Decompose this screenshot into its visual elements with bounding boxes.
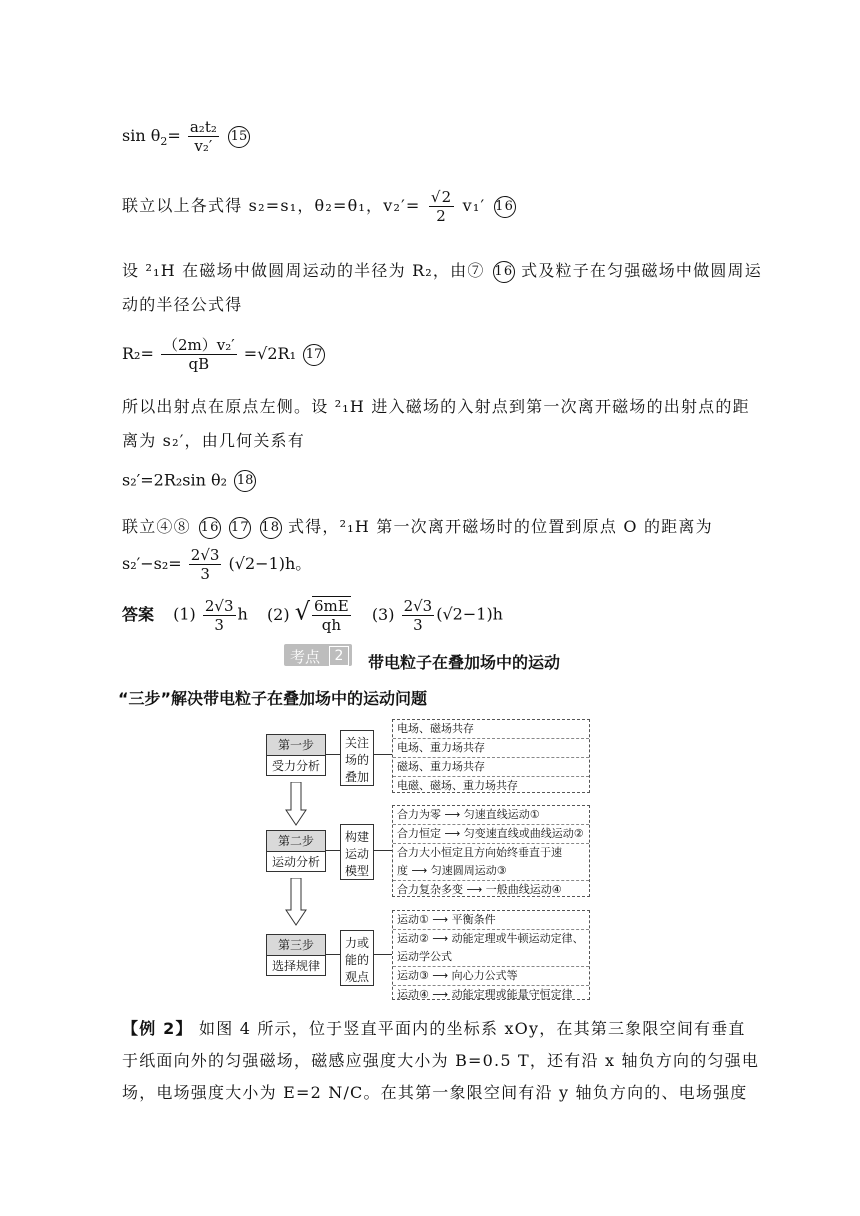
- list-item: 电磁、磁场、重力场共存: [397, 779, 518, 792]
- step-3-viewpoint: [340, 930, 374, 986]
- combine-line: [122, 188, 516, 225]
- step-1-label: 受力分析: [271, 759, 320, 773]
- equation-tag: 16: [199, 517, 221, 539]
- para2-text-b: 进入磁场的入射点到第一次离开磁场的出射点的距: [365, 397, 750, 416]
- step-3-label: 选择规律: [271, 959, 320, 973]
- equation-tag: 18: [260, 517, 282, 539]
- para1-text-b: 在磁场中做圆周运动的半径为 R₂，由⑦: [175, 261, 485, 280]
- answer-part2-label: (2): [266, 604, 290, 624]
- nuclide-symbol: ²₁H: [339, 517, 370, 536]
- section-title: 带电粒子在叠加场中的运动: [368, 653, 561, 672]
- connector: [326, 954, 340, 955]
- answer-part3-denominator: 3: [413, 615, 423, 634]
- model-line: 运动: [344, 847, 369, 861]
- answer-line: [122, 596, 503, 634]
- answer-part3-fraction: [402, 597, 435, 634]
- list-item: 合力大小恒定且方向始终垂直于速: [397, 846, 562, 859]
- list-item: 磁场、重力场共存: [393, 758, 589, 777]
- eq17-fraction: [161, 336, 237, 373]
- combine-denominator: 2: [436, 207, 447, 225]
- viewpoint-line: 力或: [344, 936, 369, 950]
- section-badge-number: 2: [329, 646, 349, 666]
- example-text-1: 如图 4 所示，位于竖直平面内的坐标系 xOy，在其第三象限空间有垂直: [199, 1019, 746, 1038]
- step-1-list: [392, 719, 590, 793]
- paragraph-exit-2: 离为 s₂′，由几何关系有: [122, 431, 305, 450]
- list-item: 电场、重力场共存: [393, 739, 589, 758]
- eq15-denominator: v₂′: [194, 137, 213, 155]
- combine-text: 联立以上各式得 s₂=s₁，θ₂=θ₁，v₂′=: [122, 196, 421, 215]
- paragraph-distance-2: [122, 546, 311, 583]
- answer-part1-fraction: [203, 597, 236, 634]
- step-1-title: 第一步: [267, 735, 325, 756]
- list-item: 合力为零 ⟶ 匀速直线运动①: [393, 806, 589, 825]
- example-label: 【例 2】: [122, 1019, 193, 1038]
- connector: [326, 754, 340, 755]
- equation-17: [122, 336, 325, 373]
- answer-part1-unit: h: [237, 604, 248, 624]
- step-2-model: [340, 824, 374, 880]
- step-3-box: [266, 934, 326, 976]
- model-line: 构建: [344, 830, 369, 844]
- viewpoint-line: 观点: [344, 970, 369, 984]
- answer-part3-tail: (√2−1)h: [436, 604, 503, 624]
- answer-part2-numerator: 6mE: [314, 597, 349, 615]
- list-item: 运动③ ⟶ 向心力公式等: [393, 967, 589, 986]
- answer-part3-numerator: 2√3: [403, 596, 433, 615]
- connector: [374, 850, 392, 851]
- answer-label: 答案: [122, 604, 155, 624]
- step-2-label: 运动分析: [271, 855, 320, 869]
- model-line: 模型: [344, 864, 369, 878]
- list-item: 合力复杂多变 ⟶ 一般曲线运动④: [397, 883, 562, 896]
- step-3-list: [392, 910, 590, 1000]
- combine-tail: v₁′: [462, 196, 486, 215]
- list-item: 电场、磁场共存: [393, 720, 589, 739]
- combine-fraction: [429, 188, 455, 225]
- focus-line: 关注: [344, 736, 369, 750]
- step-1-box: [266, 734, 326, 776]
- answer-part1-denominator: 3: [214, 615, 224, 634]
- equation-tag: 17: [229, 517, 251, 539]
- para3-text-a: 联立④⑧: [122, 517, 191, 536]
- paragraph-radius-2: 动的半径公式得: [122, 295, 243, 314]
- equation-tag: 16: [494, 196, 516, 218]
- sqrt-icon: √: [294, 597, 310, 626]
- answer-part2-sqrt: [295, 596, 353, 634]
- eq17-numerator: （2m）v₂′: [162, 336, 235, 354]
- eq17-lhs: R₂=: [122, 344, 154, 363]
- eq15-fraction: [188, 118, 219, 155]
- step-2-box: [266, 830, 326, 872]
- eq15-lhs: sin θ: [122, 126, 161, 145]
- para3-numerator: 2√3: [190, 546, 220, 564]
- para1-text-c: 式及粒子在匀强磁场中做圆周运: [521, 261, 762, 280]
- eq15-equals: =: [167, 126, 181, 145]
- equation-tag: 15: [228, 126, 250, 148]
- section-badge: [284, 644, 352, 666]
- para3-text-c: 第一次离开磁场时的位置到原点 O 的距离为: [370, 517, 713, 536]
- viewpoint-line: 能的: [344, 953, 369, 967]
- para3-text-b: 式得，: [288, 517, 340, 536]
- equation-tag: 16: [493, 261, 515, 283]
- paragraph-radius-1: [122, 258, 762, 283]
- eq15-lhs-sub: 2: [160, 135, 168, 149]
- list-item: 运动学公式: [393, 948, 589, 967]
- example-line-2: 于纸面向外的匀强磁场，磁感应强度大小为 B=0.5 T，还有沿 x 轴负方向的匀强电: [122, 1051, 760, 1070]
- para3-denominator: 3: [200, 565, 210, 583]
- equation-tag: 17: [303, 344, 325, 366]
- section-badge-label: 考点: [290, 648, 321, 666]
- para3-eq-rhs: (√2−1)h。: [228, 554, 312, 573]
- nuclide-symbol: ²₁H: [334, 397, 366, 416]
- combine-numerator: √2: [430, 188, 453, 206]
- eq17-denominator: qB: [188, 355, 210, 373]
- eq15-numerator: a₂t₂: [189, 118, 217, 136]
- list-item: 运动④ ⟶ 动能定理或能量守恒定律: [397, 988, 573, 1001]
- nuclide-symbol: ²₁H: [145, 261, 176, 280]
- list-item: 运动② ⟶ 动能定理或牛顿运动定律、: [397, 932, 584, 945]
- equation-18: [122, 470, 256, 492]
- focus-line: 场的: [344, 753, 369, 767]
- eq18-text: s₂′=2R₂sin θ₂: [122, 470, 228, 490]
- paragraph-distance-1: [122, 514, 713, 539]
- equation-tag: 18: [234, 470, 256, 492]
- example-line-3: 场，电场强度大小为 E=2 N/C。在其第一象限空间有沿 y 轴负方向的、电场强度: [122, 1083, 748, 1102]
- connector: [374, 754, 392, 755]
- answer-part2-denominator: qh: [321, 616, 341, 634]
- list-item: 合力恒定 ⟶ 匀变速直线或曲线运动②: [393, 825, 589, 844]
- step-3-title: 第三步: [267, 935, 325, 956]
- connector: [374, 954, 392, 955]
- step-2-list: [392, 805, 590, 897]
- list-item: 度 ⟶ 匀速圆周运动③: [393, 862, 589, 881]
- para3-eq-lhs: s₂′−s₂=: [122, 554, 182, 573]
- list-item: 运动① ⟶ 平衡条件: [393, 911, 589, 930]
- para2-text-a: 所以出射点在原点左侧。设: [122, 397, 335, 416]
- para3-fraction: [189, 546, 222, 583]
- example-line-1: [122, 1016, 746, 1039]
- equation-15: [122, 118, 250, 155]
- answer-part3-label: (3): [371, 604, 395, 624]
- step-2-title: 第二步: [267, 831, 325, 852]
- down-arrow-icon: [285, 878, 307, 926]
- answer-part1-label: (1): [173, 604, 196, 624]
- section-subtitle: “三步”解决带电粒子在叠加场中的运动问题: [118, 689, 428, 708]
- answer-part1-numerator: 2√3: [204, 596, 234, 615]
- down-arrow-icon: [285, 782, 307, 826]
- connector: [326, 850, 340, 851]
- eq17-rhs: =√2R₁: [243, 344, 296, 363]
- paragraph-exit-1: [122, 394, 750, 417]
- step-1-focus: [340, 730, 374, 786]
- focus-line: 叠加: [344, 770, 369, 784]
- para1-text-a: 设: [122, 261, 146, 280]
